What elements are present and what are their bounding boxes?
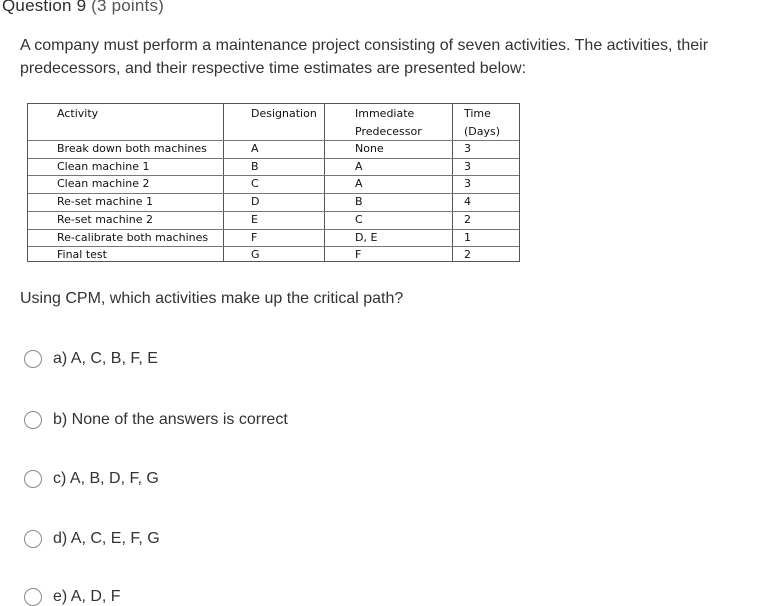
- cell-predecessor: None: [355, 142, 384, 155]
- option-label: d) A, C, E, F, G: [53, 530, 160, 547]
- row-divider: [28, 140, 519, 141]
- header-time-2: (Days): [464, 125, 501, 138]
- question-header: [2, 0, 164, 16]
- cell-time: 1: [464, 230, 471, 244]
- header-predecessor-2: Predecessor: [355, 125, 422, 138]
- option-label: b) None of the answers is correct: [53, 411, 288, 428]
- option-label: c) A, B, D, F, G: [53, 470, 159, 487]
- row-divider: [28, 158, 519, 159]
- cell-predecessor: D, E: [355, 230, 378, 244]
- cell-predecessor: F: [355, 248, 362, 262]
- radio-button[interactable]: [24, 411, 42, 429]
- cell-designation: B: [251, 159, 259, 173]
- column-divider: [452, 104, 453, 261]
- cell-activity: Re-calibrate both machines: [57, 230, 209, 244]
- row-divider: [28, 211, 519, 212]
- activity-table: [27, 103, 520, 262]
- cell-activity: Clean machine 1: [57, 159, 150, 173]
- row-divider: [28, 229, 519, 230]
- header-designation: Designation: [251, 107, 317, 120]
- cell-activity: Break down both machines: [57, 142, 207, 155]
- column-divider: [324, 104, 325, 261]
- row-divider: [28, 246, 519, 247]
- cell-predecessor: A: [355, 177, 363, 191]
- row-divider: [28, 175, 519, 176]
- cell-designation: F: [251, 230, 258, 244]
- radio-button[interactable]: [24, 588, 42, 606]
- question-points: (3 points): [91, 0, 165, 15]
- cell-time: 4: [464, 195, 471, 209]
- column-divider: [223, 104, 224, 261]
- cell-predecessor: B: [355, 195, 363, 209]
- cell-designation: C: [251, 177, 259, 191]
- header-predecessor-1: Immediate: [355, 107, 415, 120]
- cell-activity: Clean machine 2: [57, 177, 150, 191]
- cell-time: 2: [464, 212, 471, 226]
- radio-button[interactable]: [24, 350, 42, 368]
- question-prompt: A company must perform a maintenance project consisting of seven activities. The activities, their predecessors, and their respective time estimates are presented below:: [20, 37, 709, 77]
- option-b[interactable]: [24, 411, 288, 429]
- critical-path-question: Using CPM, which activities make up the critical path?: [20, 290, 404, 307]
- cell-designation: D: [251, 195, 260, 209]
- option-label: e) A, D, F: [53, 588, 121, 605]
- cell-predecessor: C: [355, 212, 363, 226]
- row-divider: [28, 193, 519, 194]
- cell-time: 3: [464, 177, 471, 191]
- cell-time: 3: [464, 142, 471, 155]
- cell-time: 3: [464, 159, 471, 173]
- cell-time: 2: [464, 248, 471, 262]
- option-a[interactable]: [24, 350, 158, 368]
- radio-button[interactable]: [24, 530, 42, 548]
- cell-designation: E: [251, 212, 258, 226]
- option-d[interactable]: [24, 530, 160, 548]
- option-c[interactable]: [24, 470, 159, 488]
- option-e[interactable]: [24, 588, 121, 606]
- cell-designation: G: [251, 248, 260, 262]
- header-activity: Activity: [57, 107, 99, 120]
- option-label: a) A, C, B, F, E: [53, 350, 158, 367]
- radio-button[interactable]: [24, 470, 42, 488]
- cell-activity: Re-set machine 2: [57, 212, 153, 226]
- header-time-1: Time: [464, 107, 491, 120]
- cell-designation: A: [251, 142, 259, 155]
- cell-activity: Re-set machine 1: [57, 195, 153, 209]
- cell-activity: Final test: [57, 248, 107, 262]
- question-title: Question 9: [2, 0, 87, 15]
- cell-predecessor: A: [355, 159, 363, 173]
